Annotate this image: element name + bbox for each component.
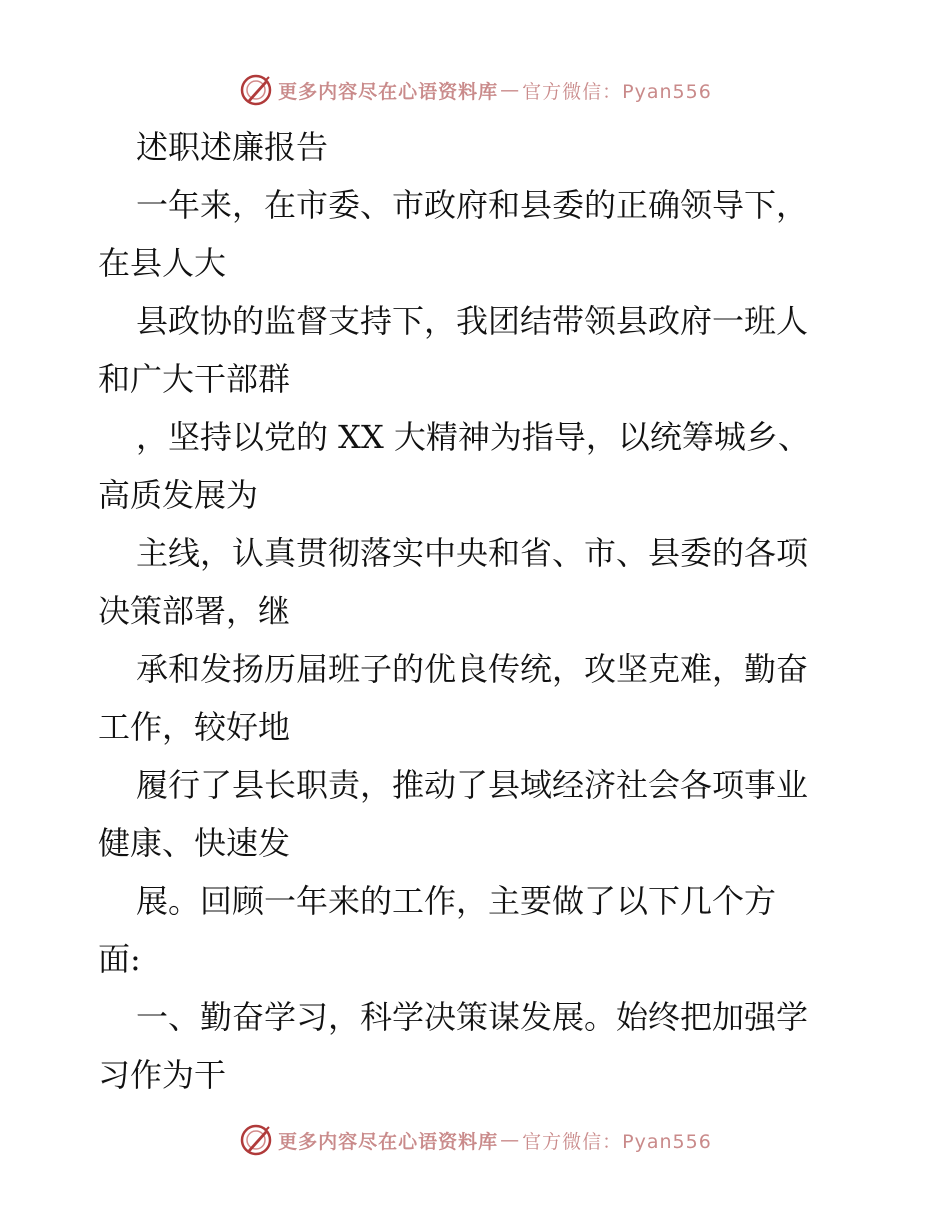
document-title: 述职述廉报告	[136, 128, 329, 166]
text-line: 习作为干	[98, 1056, 227, 1094]
quill-logo-icon	[238, 1122, 274, 1158]
text-line: 面:	[98, 940, 141, 978]
text-line: 一年来，在市委、市政府和县委的正确领导下，	[136, 186, 809, 224]
text-line: 展。回顾一年来的工作，主要做了以下几个方	[136, 882, 777, 920]
text-line: 决策部署，继	[98, 592, 291, 630]
text-line: 和广大干部群	[98, 360, 291, 398]
text-line: 承和发扬历届班子的优良传统，攻坚克难，勤奋	[136, 650, 809, 688]
watermark-suffix-text: 官方微信：Pyan556	[522, 80, 712, 103]
footer-watermark	[0, 1120, 950, 1160]
watermark-separator: —	[500, 79, 521, 101]
watermark-separator: —	[500, 1129, 521, 1151]
text-line: 一、勤奋学习，科学决策谋发展。始终把加强学	[136, 998, 809, 1036]
text-line: 主线，认真贯彻落实中央和省、市、县委的各项	[136, 534, 809, 572]
quill-logo-icon	[238, 72, 274, 108]
text-line: ，坚持以党的 XX 大精神为指导，以统筹城乡、	[136, 418, 810, 456]
watermark-suffix-text: 官方微信：Pyan556	[522, 1130, 712, 1153]
watermark-main-text: 更多内容尽在心语资料库	[278, 80, 499, 103]
text-line: 在县人大	[98, 244, 227, 282]
text-line: 县政协的监督支持下，我团结带领县政府一班人	[136, 302, 809, 340]
text-line: 高质发展为	[98, 476, 259, 514]
document-body	[98, 118, 858, 1104]
watermark-main-text: 更多内容尽在心语资料库	[278, 1130, 499, 1153]
text-line: 健康、快速发	[98, 824, 291, 862]
text-line: 履行了县长职责，推动了县域经济社会各项事业	[136, 766, 809, 804]
header-watermark	[0, 70, 950, 110]
text-line: 工作，较好地	[98, 708, 291, 746]
